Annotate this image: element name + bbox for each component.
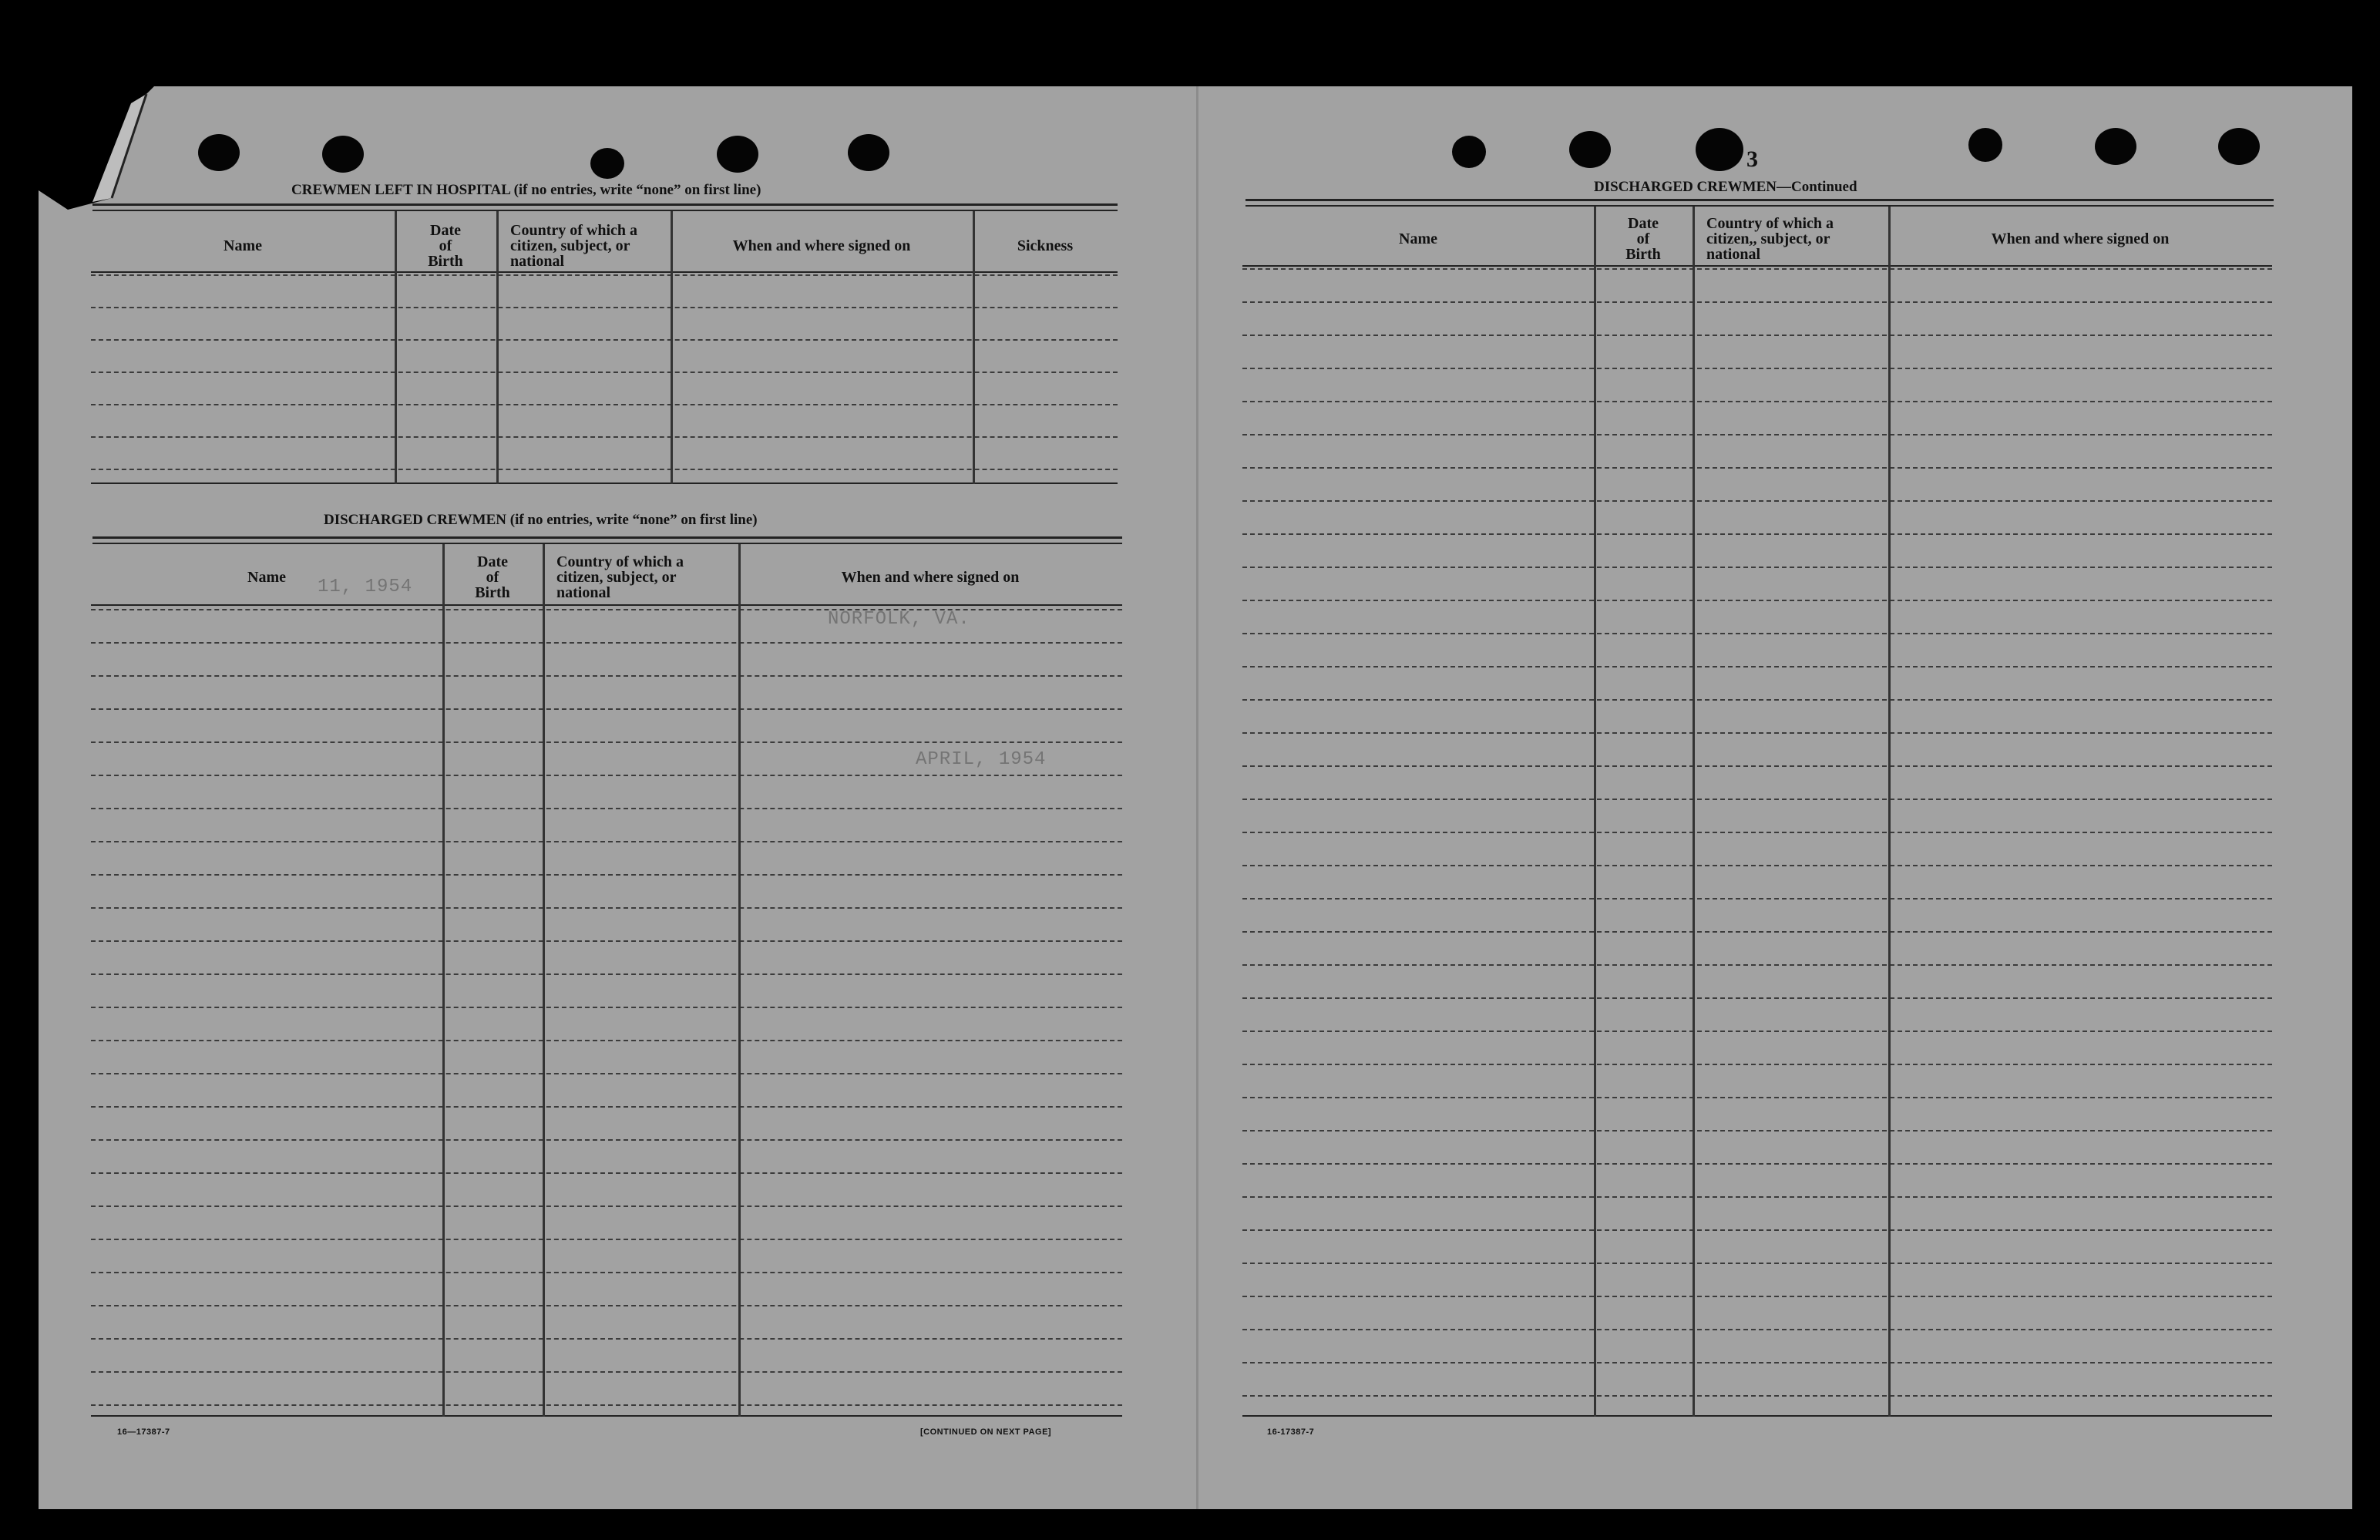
row-line bbox=[1242, 699, 2272, 701]
row-line bbox=[1242, 1163, 2272, 1165]
row-line bbox=[1242, 997, 2272, 999]
rule bbox=[1245, 205, 2274, 207]
row-line bbox=[1242, 732, 2272, 734]
punch-hole bbox=[322, 136, 364, 173]
row-line bbox=[1242, 434, 2272, 435]
row-line bbox=[1242, 633, 2272, 634]
row-line bbox=[91, 339, 1118, 341]
table-bottom-rule bbox=[1242, 1415, 2272, 1417]
row-line bbox=[91, 708, 1122, 710]
column-divider bbox=[1693, 207, 1695, 1417]
table-bottom-rule bbox=[91, 1415, 1122, 1417]
punch-hole bbox=[590, 148, 624, 179]
header-rule bbox=[91, 271, 1118, 273]
row-line bbox=[91, 1007, 1122, 1008]
row-line bbox=[1242, 1362, 2272, 1363]
row-line bbox=[1242, 1130, 2272, 1131]
row-line bbox=[91, 1338, 1122, 1340]
discharged-section-title: DISCHARGED CREWMEN (if no entries, write “none” on first line) bbox=[324, 512, 758, 528]
row-line bbox=[91, 1205, 1122, 1207]
column-header: When and where signed on bbox=[732, 237, 911, 254]
column-header: Name bbox=[1399, 230, 1437, 247]
header-rule bbox=[91, 604, 1122, 606]
row-line bbox=[91, 1172, 1122, 1174]
page-number: 3 bbox=[1746, 146, 1758, 172]
punch-hole bbox=[2095, 128, 2136, 165]
row-line bbox=[91, 274, 1118, 276]
column-divider bbox=[496, 211, 499, 484]
column-header: Date of Birth bbox=[475, 553, 510, 601]
column-header: Sickness bbox=[1017, 237, 1074, 254]
discharged-continued-title: DISCHARGED CREWMEN—Continued bbox=[1594, 179, 1857, 195]
row-line bbox=[1242, 1229, 2272, 1231]
row-line bbox=[91, 1139, 1122, 1141]
row-line bbox=[1242, 1196, 2272, 1198]
row-line bbox=[1242, 765, 2272, 767]
row-line bbox=[1242, 1296, 2272, 1297]
column-divider bbox=[543, 544, 545, 1417]
row-line bbox=[1242, 268, 2272, 270]
rule bbox=[92, 543, 1122, 544]
column-header: When and where signed on bbox=[841, 569, 1020, 586]
faint-typed-text: APRIL, 1954 bbox=[916, 749, 1047, 770]
row-line bbox=[91, 372, 1118, 373]
row-line bbox=[91, 973, 1122, 975]
page-fold bbox=[1196, 86, 1198, 1509]
row-line bbox=[1242, 964, 2272, 966]
row-line bbox=[1242, 533, 2272, 535]
row-line bbox=[1242, 368, 2272, 369]
row-line bbox=[1242, 1064, 2272, 1065]
row-line bbox=[91, 874, 1122, 876]
row-line bbox=[91, 1371, 1122, 1373]
form-number: 16-17387-7 bbox=[1267, 1427, 1315, 1437]
row-line bbox=[1242, 832, 2272, 833]
row-line bbox=[1242, 898, 2272, 899]
punch-hole bbox=[198, 134, 240, 171]
rule bbox=[92, 203, 1118, 206]
row-line bbox=[1242, 1329, 2272, 1330]
punch-hole bbox=[1968, 128, 2002, 162]
row-line bbox=[1242, 931, 2272, 933]
row-line bbox=[91, 741, 1122, 743]
punch-hole bbox=[848, 134, 889, 171]
row-line bbox=[91, 642, 1122, 644]
row-line bbox=[1242, 500, 2272, 502]
faint-typed-text: NORFOLK, VA. bbox=[828, 609, 970, 630]
row-line bbox=[91, 307, 1118, 308]
row-line bbox=[91, 1305, 1122, 1306]
column-header: When and where signed on bbox=[1991, 230, 2170, 247]
column-header: Country of which a citizen, subject, or national bbox=[556, 553, 684, 601]
row-line bbox=[91, 940, 1122, 942]
rule bbox=[1245, 199, 2274, 201]
punch-hole bbox=[717, 136, 758, 173]
hospital-section-title: CREWMEN LEFT IN HOSPITAL (if no entries, write “none” on first line) bbox=[291, 182, 761, 198]
column-header: Date of Birth bbox=[428, 222, 463, 270]
row-line bbox=[91, 469, 1118, 470]
row-line bbox=[91, 1239, 1122, 1240]
column-divider bbox=[671, 211, 673, 484]
row-line bbox=[1242, 567, 2272, 568]
row-line bbox=[91, 1106, 1122, 1108]
row-line bbox=[1242, 1395, 2272, 1397]
row-line bbox=[91, 1272, 1122, 1273]
column-divider bbox=[1888, 207, 1891, 1417]
continued-note: [CONTINUED ON NEXT PAGE] bbox=[920, 1427, 1052, 1437]
row-line bbox=[1242, 401, 2272, 402]
column-divider bbox=[973, 211, 975, 484]
row-line bbox=[91, 775, 1122, 776]
header-rule bbox=[1242, 265, 2272, 267]
row-line bbox=[91, 841, 1122, 842]
punch-hole bbox=[1569, 131, 1611, 168]
row-line bbox=[1242, 799, 2272, 800]
column-header: Country of which a citizen,, subject, or national bbox=[1706, 215, 1834, 263]
row-line bbox=[1242, 865, 2272, 866]
form-number: 16—17387-7 bbox=[117, 1427, 170, 1437]
column-header: Name bbox=[247, 569, 286, 586]
row-line bbox=[91, 808, 1122, 809]
row-line bbox=[91, 1073, 1122, 1074]
column-header: Date of Birth bbox=[1625, 215, 1661, 263]
column-divider bbox=[442, 544, 445, 1417]
row-line bbox=[1242, 301, 2272, 303]
row-line bbox=[1242, 467, 2272, 469]
row-line bbox=[91, 609, 1122, 610]
column-header: Country of which a citizen, subject, or national bbox=[510, 222, 638, 270]
row-line bbox=[1242, 1097, 2272, 1098]
rule bbox=[92, 210, 1118, 211]
row-line bbox=[91, 1404, 1122, 1406]
faint-typed-text: 11, 1954 bbox=[318, 577, 413, 597]
punch-hole bbox=[1696, 128, 1743, 171]
column-header: Name bbox=[224, 237, 262, 254]
row-line bbox=[91, 404, 1118, 405]
rule bbox=[92, 536, 1122, 539]
column-divider bbox=[395, 211, 397, 484]
row-line bbox=[1242, 1263, 2272, 1264]
column-divider bbox=[1594, 207, 1596, 1417]
row-line bbox=[1242, 666, 2272, 667]
row-line bbox=[1242, 600, 2272, 601]
row-line bbox=[91, 1040, 1122, 1041]
row-line bbox=[91, 907, 1122, 909]
column-divider bbox=[738, 544, 741, 1417]
punch-hole bbox=[2218, 128, 2260, 165]
punch-hole bbox=[1452, 136, 1486, 168]
row-line bbox=[91, 675, 1122, 677]
row-line bbox=[91, 436, 1118, 438]
row-line bbox=[1242, 335, 2272, 336]
table-bottom-rule bbox=[91, 483, 1118, 484]
row-line bbox=[1242, 1031, 2272, 1032]
